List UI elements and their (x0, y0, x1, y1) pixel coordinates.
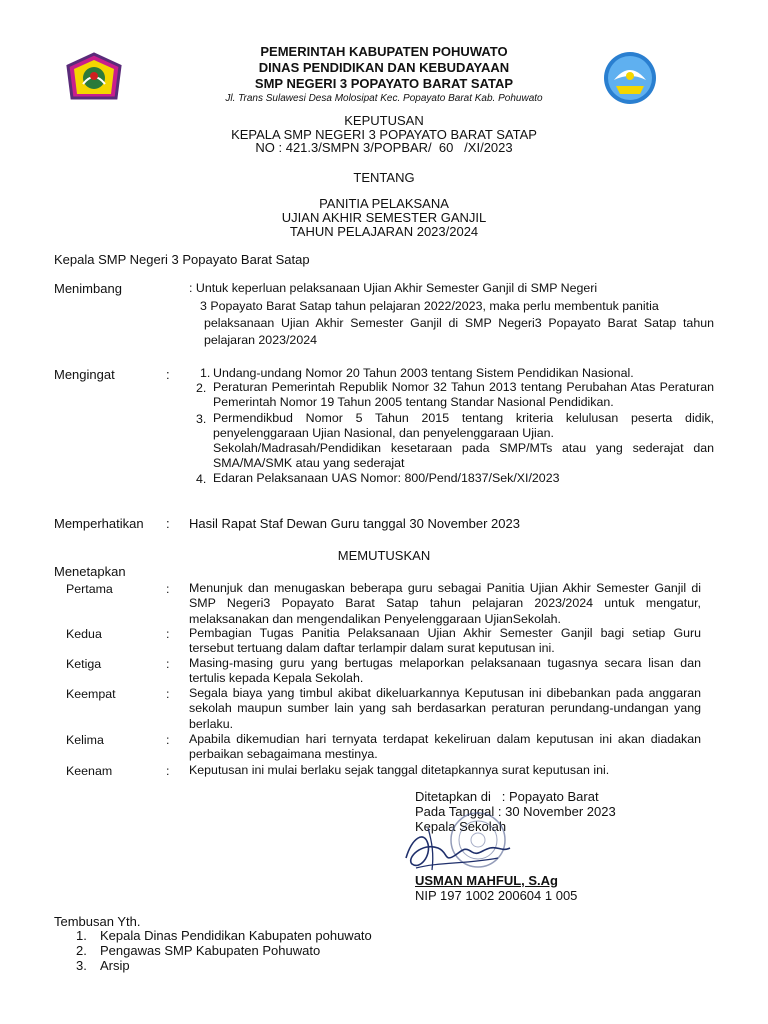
mengingat-item-2-num: 2. (196, 381, 207, 395)
title-keputusan: KEPUTUSAN (344, 113, 424, 128)
menimbang-label: Menimbang (54, 281, 122, 296)
title-nomor: NO : 421.3/SMPN 3/POPBAR/ 60 /XI/2023 (255, 140, 513, 155)
title-sub2: UJIAN AKHIR SEMESTER GANJIL (281, 210, 487, 225)
kedua-label: Kedua (66, 627, 102, 641)
keempat-text: Segala biaya yang timbul akibat dikeluarkannya Keputusan ini dibebankan pada anggaran sekolah maupun sumber lain yang sah berdasarkan peraturan perundang-undangan yang berlaku. (189, 686, 701, 731)
ketiga-text: Masing-masing guru yang bertugas melaporkan pelaksanaan tugasnya secara lisan dan tertulis kepada Kepala Sekolah. (189, 656, 701, 686)
pada-tanggal: Pada Tanggal : 30 November 2023 (415, 804, 616, 819)
pertama-text: Menunjuk dan menugaskan beberapa guru sebagai Panitia Ujian Akhir Semester Ganjil di SMP Negeri3 Popayato Barat Satap tahun pelajaran 2023/2024 untuk mengatur, melaksanakan dan mengendalikan Penyelenggaraan UjianSekolah. (189, 581, 701, 626)
memperhatikan-label: Memperhatikan (54, 516, 144, 531)
title-sub1: PANITIA PELAKSANA (319, 196, 449, 211)
header-government: PEMERINTAH KABUPATEN POHUWATO (260, 44, 508, 59)
kelima-label: Kelima (66, 733, 104, 747)
menimbang-line2: 3 Popayato Barat Satap tahun pelajaran 2022/2023, maka perlu membentuk panitia (200, 299, 659, 313)
keempat-colon: : (166, 687, 170, 701)
mengingat-item-1-text: Undang-undang Nomor 20 Tahun 2003 tentang Sistem Pendidikan Nasional. (213, 366, 634, 380)
header-school: SMP NEGERI 3 POPAYATO BARAT SATAP (254, 76, 514, 91)
pertama-label: Pertama (66, 582, 113, 596)
tembusan-item-1-text: Kepala Dinas Pendidikan Kabupaten pohuwato (100, 928, 372, 943)
tembusan-item-1-num: 1. (76, 928, 87, 943)
kelima-colon: : (166, 733, 170, 747)
header-department: DINAS PENDIDIKAN DAN KEBUDAYAAN (258, 60, 510, 75)
header-address: Jl. Trans Sulawesi Desa Molosipat Kec. Popayato Barat Kab. Pohuwato (225, 93, 543, 104)
kedua-colon: : (166, 627, 170, 641)
menimbang-line1: : Untuk keperluan pelaksanaan Ujian Akhir Semester Ganjil di SMP Negeri (189, 281, 598, 295)
keenam-colon: : (166, 764, 170, 778)
tembusan-item-2-text: Pengawas SMP Kabupaten Pohuwato (100, 943, 321, 958)
memperhatikan-text: Hasil Rapat Staf Dewan Guru tanggal 30 November 2023 (189, 516, 520, 531)
mengingat-item-1-num: 1. (200, 366, 211, 380)
mengingat-item-4-num: 4. (196, 472, 207, 486)
keenam-label: Keenam (66, 764, 113, 778)
menimbang-line3: pelaksanaan Ujian Akhir Semester Ganjil di SMP Negeri3 Popayato Barat Satap tahun (204, 316, 714, 330)
signatory-name: USMAN MAHFUL, S.Ag (415, 873, 558, 888)
menetapkan-label: Menetapkan (54, 564, 126, 579)
ditetapkan-di: Ditetapkan di : Popayato Barat (415, 789, 599, 804)
mengingat-item-3-extra: Sekolah/Madrasah/Pendidikan kesetaraan pada SMP/MTs atau yang sederajat dan SMA/MA/SMK atau yang sederajat (213, 441, 714, 471)
title-sub3: TAHUN PELAJARAN 2023/2024 (289, 224, 479, 239)
mengingat-item-2-text: Peraturan Pemerintah Republik Nomor 32 Tahun 2013 tentang Perubahan Atas Peraturan Pemerintah Nomor 19 Tahun 2005 tentang Standar Nasional Pendidikan. (213, 380, 714, 410)
kelima-text: Apabila dikemudian hari ternyata terdapat kekeliruan dalam keputusan ini akan diadakan perbaikan sebagaimana mestinya. (189, 732, 701, 762)
memperhatikan-colon: : (166, 516, 170, 531)
tembusan-item-3-text: Arsip (100, 958, 130, 973)
menimbang-line4: pelajaran 2023/2024 (204, 333, 317, 347)
mengingat-item-4-text: Edaran Pelaksanaan UAS Nomor: 800/Pend/1837/Sek/XI/2023 (213, 471, 560, 485)
pertama-colon: : (166, 582, 170, 596)
intro-text: Kepala SMP Negeri 3 Popayato Barat Satap (54, 252, 310, 267)
mengingat-colon: : (166, 367, 170, 382)
mengingat-item-3-num: 3. (196, 412, 207, 426)
jabatan: Kepala Sekolah (415, 819, 507, 834)
keenam-text: Keputusan ini mulai berlaku sejak tanggal ditetapkannya surat keputusan ini. (189, 763, 610, 777)
handwritten-signature-icon (398, 818, 518, 880)
tembusan-item-3-num: 3. (76, 958, 87, 973)
kedua-text: Pembagian Tugas Panitia Pelaksanaan Ujian Akhir Semester Ganjil bagi setiap Guru tersebut tertuang dalam daftar terlampir dalam surat keputusan ini. (189, 626, 701, 656)
mengingat-item-3-text: Permendikbud Nomor 5 Tahun 2015 tentang kriteria kelulusan peserta didik, penyelenggaraan Ujian Nasional, dan penyelenggaraan Ujian. (213, 411, 714, 441)
keempat-label: Keempat (66, 687, 116, 701)
signatory-nip: NIP 197 1002 200604 1 005 (415, 888, 578, 903)
title-kepala: KEPALA SMP NEGERI 3 POPAYATO BARAT SATAP (231, 127, 537, 142)
mengingat-label: Mengingat (54, 367, 115, 382)
ketiga-label: Ketiga (66, 657, 102, 671)
memutuskan-heading: MEMUTUSKAN (337, 548, 431, 563)
tembusan-item-2-num: 2. (76, 943, 87, 958)
ketiga-colon: : (166, 657, 170, 671)
tembusan-title: Tembusan Yth. (54, 914, 141, 929)
title-tentang: TENTANG (353, 170, 415, 185)
